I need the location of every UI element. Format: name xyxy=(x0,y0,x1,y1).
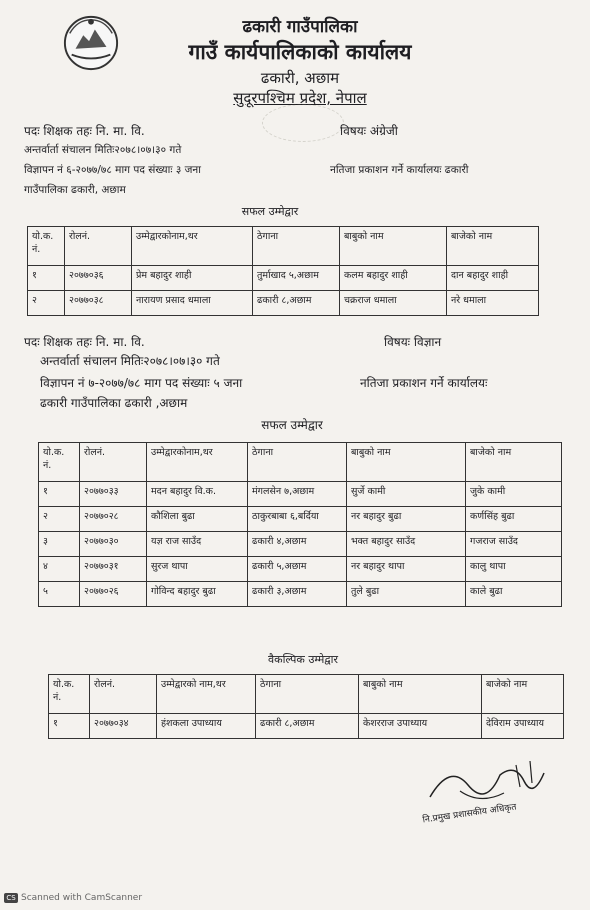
table-row xyxy=(49,714,564,739)
post-level-line: पदः शिक्षक तहः नि. मा. वि. xyxy=(24,335,145,349)
table-cell: प्रेम बहादुर शाही xyxy=(132,266,253,291)
header-cell: बाजेको नाम xyxy=(482,675,564,714)
table-cell: २ xyxy=(28,291,65,316)
table-cell: मंगलसेन ७,अछाम xyxy=(248,482,347,507)
table-cell: २०७७०३१ xyxy=(80,557,147,582)
table-cell: ढकारी ३,अछाम xyxy=(248,582,347,607)
header-cell: रोलनं. xyxy=(90,675,157,714)
table-cell: ढकारी ८,अछाम xyxy=(256,714,359,739)
header-cell: बाबुको नाम xyxy=(347,443,466,482)
province-name: सुदूरपश्चिम प्रदेश, नेपाल xyxy=(233,89,367,107)
table-cell: तुर्माखाद ५,अछाम xyxy=(253,266,340,291)
nepal-emblem-logo xyxy=(62,14,120,72)
table-cell: २०७७०३३ xyxy=(80,482,147,507)
header-cell: बाबुको नाम xyxy=(359,675,482,714)
table-cell: ५ xyxy=(39,582,80,607)
table-cell: हंशकला उपाध्याय xyxy=(157,714,256,739)
table-cell: जुके कामी xyxy=(466,482,562,507)
table-cell: २०७७०३० xyxy=(80,532,147,557)
watermark-text: Scanned with CamScanner xyxy=(21,893,143,903)
header-cell: उम्मेद्वारको नाम,थर xyxy=(157,675,256,714)
table-cell: २०७७०३४ xyxy=(90,714,157,739)
office-name: गाउँ कार्यपालिकाको कार्यालय xyxy=(188,40,412,64)
table-cell: २०७७०२८ xyxy=(80,507,147,532)
table-cell: कालु थापा xyxy=(466,557,562,582)
table-header-row xyxy=(39,443,562,482)
table-cell: यज्ञ राज साउँद xyxy=(147,532,248,557)
header-cell: उम्मेद्वारकोनाम,थर xyxy=(147,443,248,482)
table-row xyxy=(39,532,562,557)
header-cell: बाजेको नाम xyxy=(466,443,562,482)
faint-stamp xyxy=(262,104,344,142)
result-office-line: नतिजा प्रकाशन गर्ने कार्यालयः ढकारी xyxy=(330,164,469,176)
table-cell: १ xyxy=(49,714,90,739)
table-row xyxy=(28,266,539,291)
table-cell: चक्रराज धमाला xyxy=(340,291,447,316)
table-cell: २०७७०२६ xyxy=(80,582,147,607)
table-header-row xyxy=(28,227,539,266)
header-cell: ठेगाना xyxy=(248,443,347,482)
table-cell: १ xyxy=(39,482,80,507)
header-cell: उम्मेद्वारकोनाम,थर xyxy=(132,227,253,266)
table-row xyxy=(39,507,562,532)
post-level-line: पदः शिक्षक तहः नि. मा. वि. xyxy=(24,124,145,138)
header-cell: यो.क. नं. xyxy=(49,675,90,714)
camscanner-icon: CS xyxy=(4,893,18,903)
alternate-table-title: वैकल्पिक उम्मेद्वार xyxy=(268,653,338,666)
table-cell: ढकारी ४,अछाम xyxy=(248,532,347,557)
table-cell: नर बहादुर बुढा xyxy=(347,507,466,532)
table-title: सफल उम्मेद्वार xyxy=(261,418,323,432)
result-office-line-2: गाउँपालिका ढकारी, अछाम xyxy=(24,184,126,196)
table-cell: ढकारी ५,अछाम xyxy=(248,557,347,582)
table-cell: नर बहादुर थापा xyxy=(347,557,466,582)
table-cell: कौशिला बुढा xyxy=(147,507,248,532)
table-cell: २ xyxy=(39,507,80,532)
table-cell: केशरराज उपाध्याय xyxy=(359,714,482,739)
table-cell: सुरज थापा xyxy=(147,557,248,582)
subject-line: विषयः अंग्रेजी xyxy=(340,124,398,138)
alternate-candidates-table xyxy=(48,674,564,739)
table-cell: भक्त बहादुर साउँद xyxy=(347,532,466,557)
table-cell: सुर्जे कामी xyxy=(347,482,466,507)
table-cell: २०७७०३६ xyxy=(65,266,132,291)
header-cell: बाबुको नाम xyxy=(340,227,447,266)
table-cell: नारायण प्रसाद धमाला xyxy=(132,291,253,316)
table-header-row xyxy=(49,675,564,714)
header-cell: ठेगाना xyxy=(253,227,340,266)
table-cell: काले बुढा xyxy=(466,582,562,607)
table-cell: १ xyxy=(28,266,65,291)
table-cell: कर्णसिंह बुढा xyxy=(466,507,562,532)
header-cell: बाजेको नाम xyxy=(447,227,539,266)
results-table xyxy=(38,442,562,607)
municipality-name: ढकारी गाउँपालिका xyxy=(242,17,358,37)
result-office-line-2: ढकारी गाउँपालिका ढकारी ,अछाम xyxy=(40,396,188,410)
table-row xyxy=(39,482,562,507)
table-cell: नरे धमाला xyxy=(447,291,539,316)
table-row xyxy=(28,291,539,316)
signature-caption: नि.प्रमुख प्रशासकीय अधिकृत xyxy=(421,802,518,826)
result-office-line: नतिजा प्रकाशन गर्ने कार्यालयः xyxy=(360,376,488,390)
table-cell: ४ xyxy=(39,557,80,582)
table-cell: ३ xyxy=(39,532,80,557)
table-row xyxy=(39,582,562,607)
camscanner-watermark xyxy=(4,893,142,903)
office-address: ढकारी, अछाम xyxy=(260,69,340,87)
table-cell: २०७७०३८ xyxy=(65,291,132,316)
table-cell: देविराम उपाध्याय xyxy=(482,714,564,739)
table-cell: ढकारी ८,अछाम xyxy=(253,291,340,316)
table-cell: ठाकुरबाबा ६,बर्दिया xyxy=(248,507,347,532)
table-cell: मदन बहादुर वि.क. xyxy=(147,482,248,507)
table-cell: गजराज साउँद xyxy=(466,532,562,557)
table-cell: कलम बहादुर शाही xyxy=(340,266,447,291)
header-cell: रोलनं. xyxy=(65,227,132,266)
header-cell: यो.क. नं. xyxy=(39,443,80,482)
header-cell: यो.क. नं. xyxy=(28,227,65,266)
table-cell: गोविन्द बहादुर बुढा xyxy=(147,582,248,607)
table-title: सफल उम्मेद्वार xyxy=(241,205,299,218)
advertisement-line: विज्ञापन नं ७-२०७७/७८ माग पद संख्याः ५ जना xyxy=(40,376,243,390)
interview-date-line: अन्तर्वार्ता संचालन मितिः२०७८।०७।३० गते xyxy=(24,144,182,156)
table-row xyxy=(39,557,562,582)
header-cell: रोलनं. xyxy=(80,443,147,482)
interview-date-line: अन्तर्वार्ता संचालन मितिः२०७८।०७।३० गते xyxy=(40,354,220,368)
header-cell: ठेगाना xyxy=(256,675,359,714)
table-cell: दान बहादुर शाही xyxy=(447,266,539,291)
results-table xyxy=(27,226,539,316)
subject-line: विषयः विज्ञान xyxy=(384,335,442,349)
advertisement-line: विज्ञापन नं ६-२०७७/७८ माग पद संख्याः ३ जना xyxy=(24,164,201,176)
table-cell: तुले बुढा xyxy=(347,582,466,607)
